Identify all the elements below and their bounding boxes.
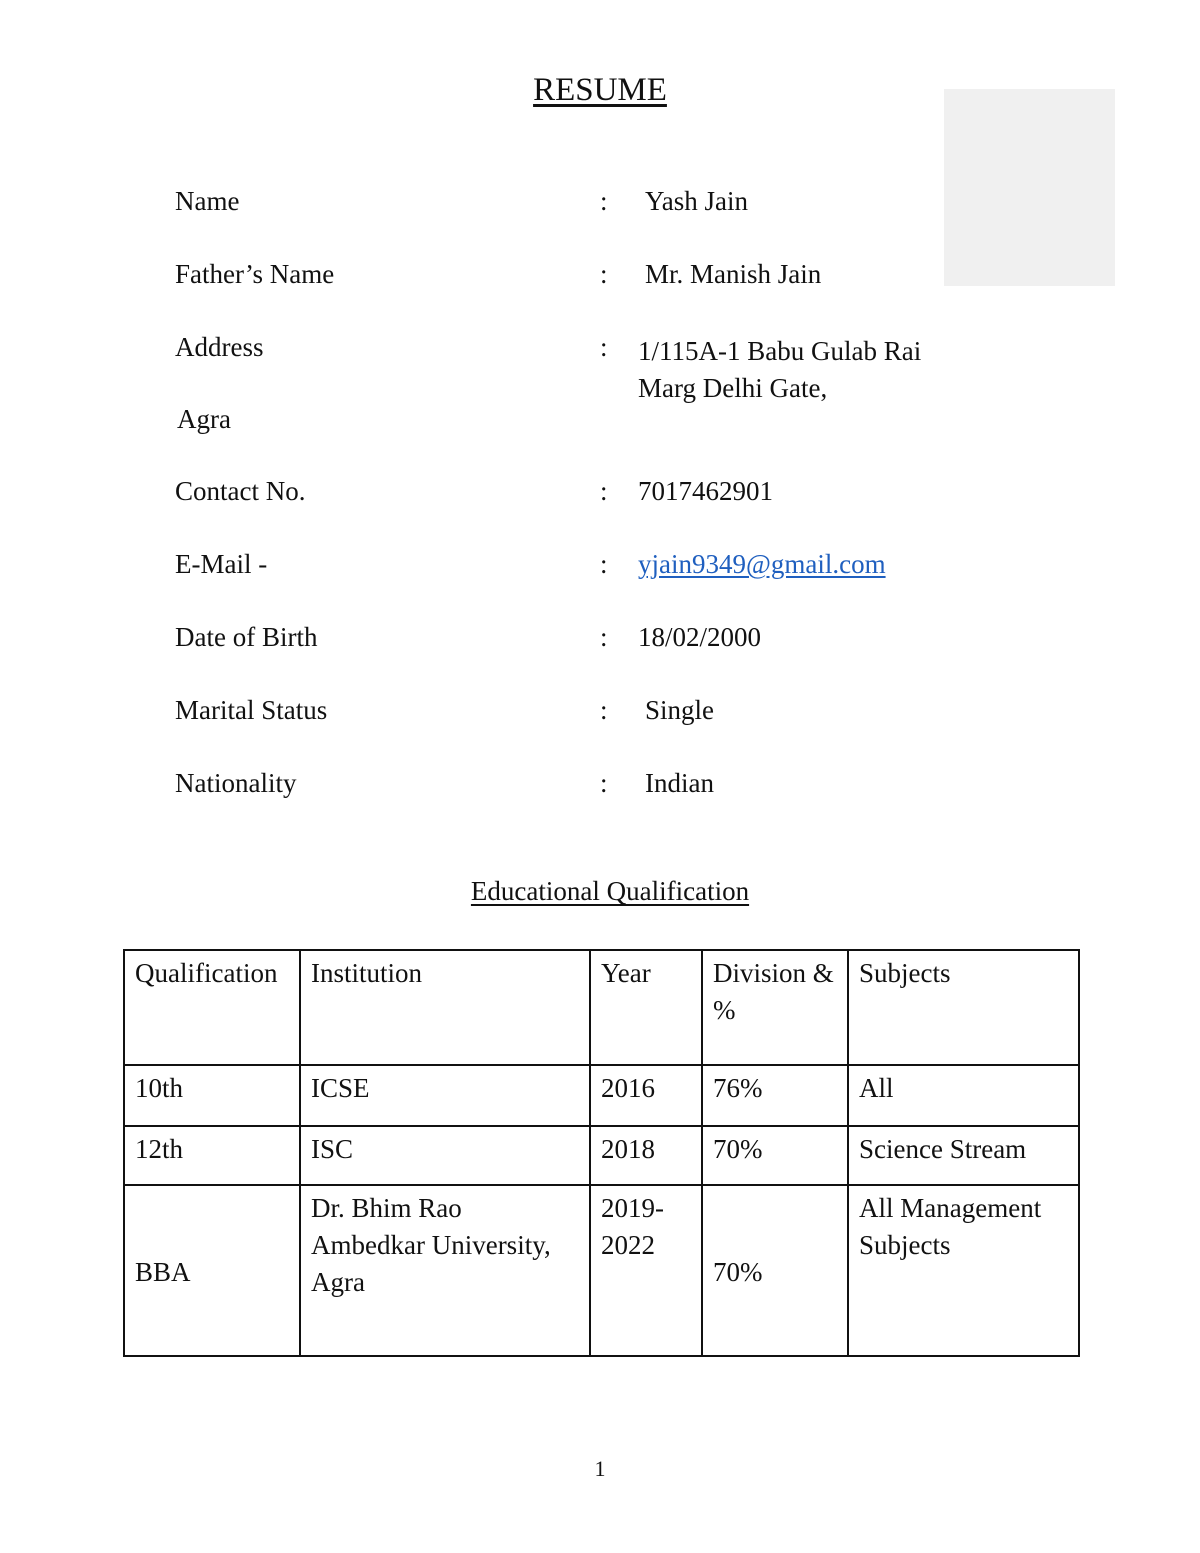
address-label: Address xyxy=(175,332,264,362)
colon-separator: : xyxy=(600,186,608,216)
table-cell: 10th xyxy=(124,1065,300,1126)
table-cell: ICSE xyxy=(300,1065,590,1126)
table-cell: 70% xyxy=(702,1126,848,1185)
table-row xyxy=(124,1126,1079,1185)
table-cell: 2018 xyxy=(590,1126,702,1185)
colon-separator: : xyxy=(600,695,608,725)
marital-status-label: Marital Status xyxy=(175,695,328,725)
header-cell: Division & % xyxy=(702,950,848,1065)
photo-placeholder xyxy=(944,89,1115,286)
colon-separator: : xyxy=(600,549,608,579)
table-cell: 12th xyxy=(124,1126,300,1185)
header-cell: Subjects xyxy=(848,950,1079,1065)
table-cell: 2019-2022 xyxy=(590,1185,702,1356)
education-heading: Educational Qualification xyxy=(470,876,750,906)
nationality-value: Indian xyxy=(645,768,714,798)
table-cell: BBA xyxy=(124,1185,300,1356)
marital-status-value: Single xyxy=(645,695,715,725)
header-cell: Year xyxy=(590,950,702,1065)
table-row xyxy=(124,1185,1079,1356)
nationality-label: Nationality xyxy=(175,768,297,798)
name-value: Yash Jain xyxy=(645,186,749,216)
table-cell: All xyxy=(848,1065,1079,1126)
father-name-label: Father’s Name xyxy=(175,259,335,289)
colon-separator: : xyxy=(600,259,608,289)
header-cell: Institution xyxy=(300,950,590,1065)
address-value: 1/115A-1 Babu Gulab Rai Marg Delhi Gate, xyxy=(638,336,922,403)
table-cell: 2016 xyxy=(590,1065,702,1126)
header-cell: Qualification xyxy=(124,950,300,1065)
father-name-value: Mr. Manish Jain xyxy=(645,259,822,289)
address-continuation: Agra xyxy=(177,404,231,434)
education-table xyxy=(123,949,1080,1357)
table-cell: Dr. Bhim Rao Ambedkar University, Agra xyxy=(300,1185,590,1356)
contact-label: Contact No. xyxy=(175,476,306,506)
email-label: E-Mail - xyxy=(175,549,268,579)
dob-label: Date of Birth xyxy=(175,622,318,652)
table-cell: ISC xyxy=(300,1126,590,1185)
table-cell: 76% xyxy=(702,1065,848,1126)
page-number: 1 xyxy=(594,1456,606,1481)
table-row xyxy=(124,1065,1079,1126)
colon-separator: : xyxy=(600,622,608,652)
contact-value: 7017462901 xyxy=(638,476,773,506)
email-link[interactable]: yjain9349@gmail.com xyxy=(638,549,886,579)
colon-separator: : xyxy=(600,332,608,362)
colon-separator: : xyxy=(600,768,608,798)
dob-value: 18/02/2000 xyxy=(638,622,762,652)
table-cell: 70% xyxy=(702,1185,848,1356)
table-header-row xyxy=(124,950,1079,1065)
name-label: Name xyxy=(175,186,240,216)
resume-title: RESUME xyxy=(533,72,667,108)
colon-separator: : xyxy=(600,476,608,506)
table-cell: Science Stream xyxy=(848,1126,1079,1185)
table-cell: All Management Subjects xyxy=(848,1185,1079,1356)
